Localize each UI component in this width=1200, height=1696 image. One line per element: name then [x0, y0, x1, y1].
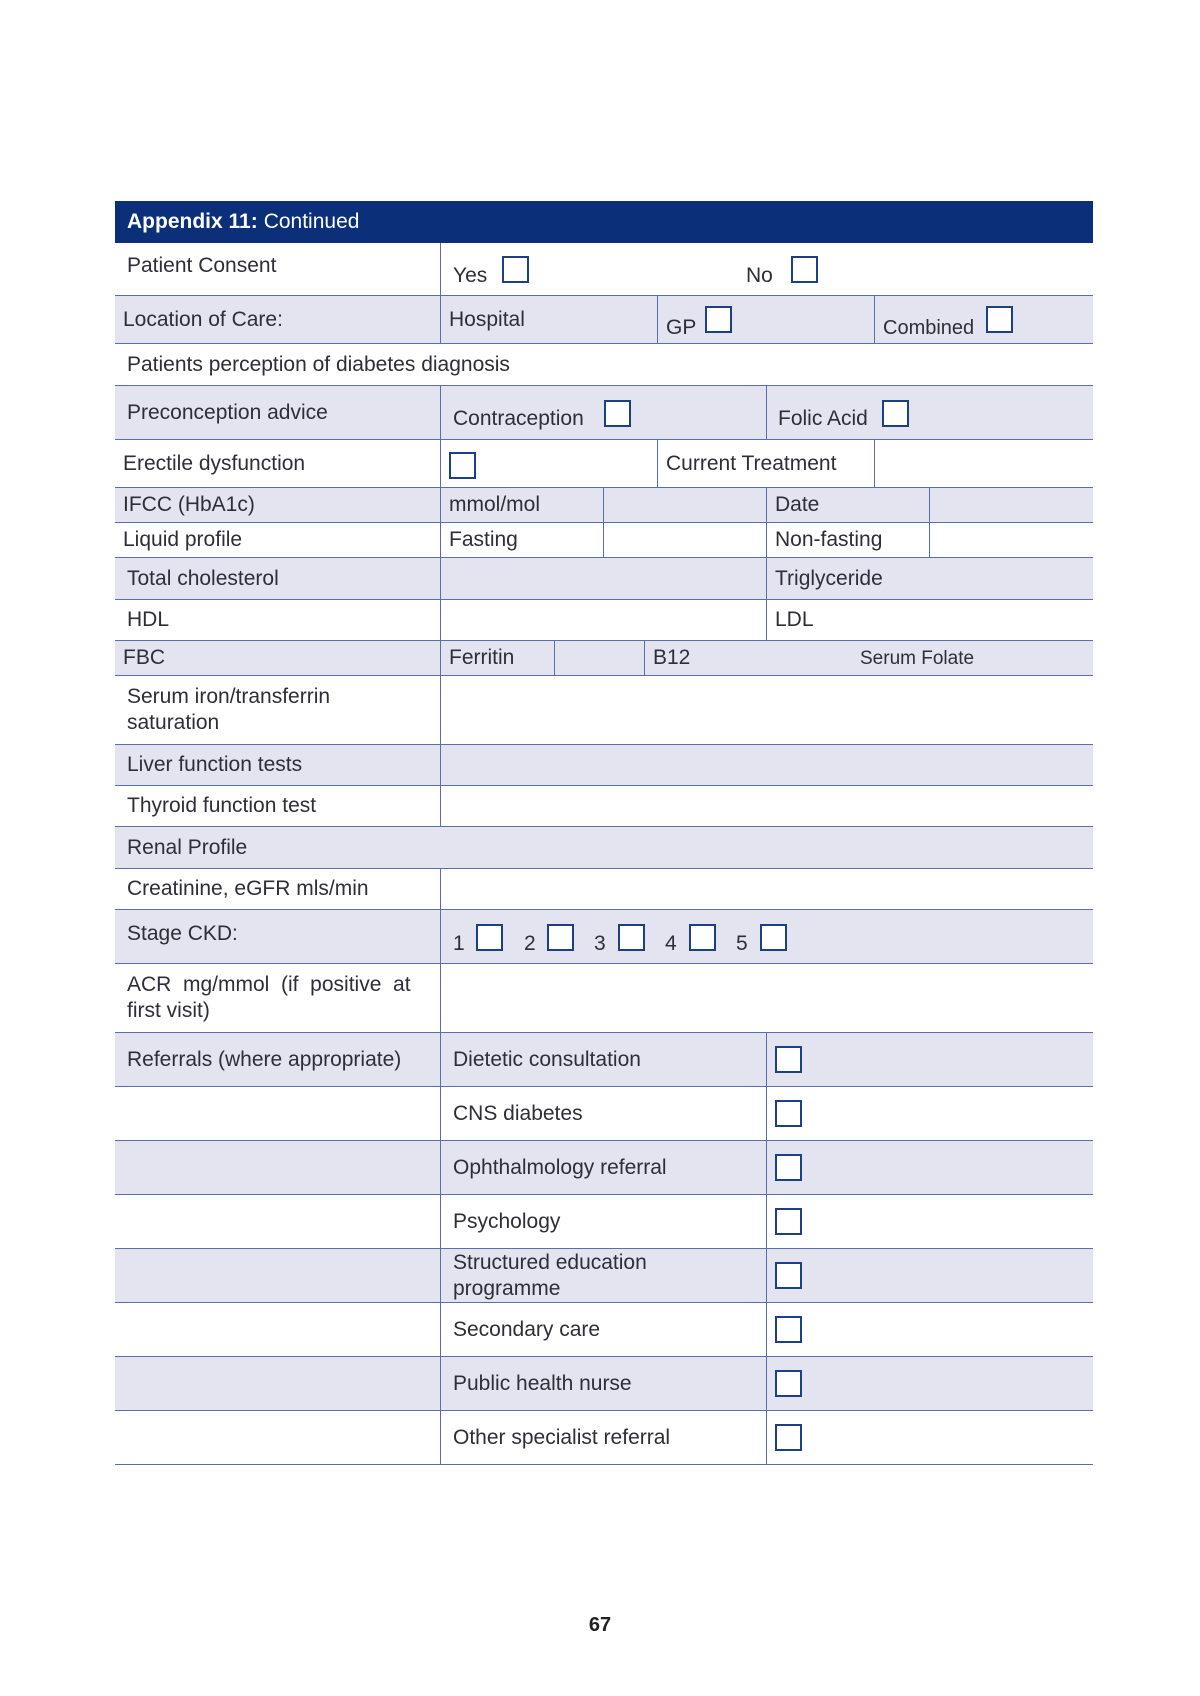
- serum-folate-label: Serum Folate: [860, 648, 975, 669]
- ckd-stage-2-checkbox[interactable]: [547, 924, 574, 951]
- consent-no-checkbox[interactable]: [791, 256, 818, 283]
- secondary-care-checkbox[interactable]: [775, 1316, 802, 1343]
- ifcc-date-label: Date: [775, 493, 820, 516]
- ifcc-value-field[interactable]: [603, 488, 766, 522]
- ckd-stage-2-label: 2: [524, 932, 536, 955]
- referral-item-label: Secondary care: [453, 1317, 601, 1341]
- row-referral: [115, 1195, 1093, 1249]
- row-renal-profile: [115, 827, 1093, 869]
- current-treatment-field[interactable]: [874, 440, 1093, 487]
- ckd-stage-3-label: 3: [594, 932, 606, 955]
- cholesterol-field[interactable]: [440, 558, 766, 599]
- serum-iron-field[interactable]: [440, 676, 1093, 744]
- row-referral: [115, 1249, 1093, 1303]
- row-liver-function: [115, 745, 1093, 786]
- creatinine-label: Creatinine, eGFR mls/min: [127, 877, 369, 900]
- referral-item-label: Ophthalmology referral: [453, 1155, 667, 1179]
- current-treatment-label: Current Treatment: [666, 451, 837, 475]
- ifcc-label: IFCC (HbA1c): [123, 493, 255, 516]
- renal-label: Renal Profile: [127, 835, 248, 859]
- row-perception: [115, 344, 1093, 386]
- row-total-cholesterol: [115, 558, 1093, 600]
- row-patient-consent: [115, 243, 1093, 296]
- row-preconception: [115, 386, 1093, 440]
- referral-item-label: CNS diabetes: [453, 1101, 583, 1125]
- ckd-stage-3-checkbox[interactable]: [618, 924, 645, 951]
- row-hdl: [115, 600, 1093, 641]
- cns-diabetes-checkbox[interactable]: [775, 1100, 802, 1127]
- thyroid-field[interactable]: [440, 786, 1093, 826]
- header-subtitle: Continued: [263, 210, 360, 233]
- referral-item-label: Structured education programme: [453, 1250, 647, 1300]
- fasting-field[interactable]: [603, 523, 766, 557]
- row-acr: [115, 964, 1093, 1033]
- ckd-stage-5-checkbox[interactable]: [760, 924, 787, 951]
- location-combined-checkbox[interactable]: [986, 306, 1013, 333]
- row-location-of-care: [115, 296, 1093, 344]
- dietetic-consultation-checkbox[interactable]: [775, 1046, 802, 1073]
- ifcc-date-field[interactable]: [929, 488, 1093, 522]
- form-header: [115, 201, 1093, 243]
- row-creatinine: [115, 869, 1093, 910]
- row-referral: [115, 1357, 1093, 1411]
- row-referral: [115, 1141, 1093, 1195]
- row-serum-iron: [115, 676, 1093, 745]
- psychology-checkbox[interactable]: [775, 1208, 802, 1235]
- ifcc-unit-label: mmol/mol: [449, 493, 541, 516]
- location-gp-label: GP: [666, 316, 697, 339]
- non-fasting-field[interactable]: [929, 523, 1093, 557]
- page-number: 67: [588, 1614, 612, 1636]
- consent-yes-label: Yes: [453, 264, 488, 287]
- fasting-label: Fasting: [449, 528, 518, 551]
- non-fasting-label: Non-fasting: [775, 528, 883, 551]
- b12-label: B12: [653, 646, 691, 669]
- ldl-label: LDL: [775, 608, 814, 631]
- perception-label: Patients perception of diabetes diagnosis: [127, 352, 510, 376]
- row-referral: [115, 1033, 1093, 1087]
- erectile-label: Erectile dysfunction: [123, 451, 306, 475]
- consent-no-label: No: [746, 264, 773, 287]
- ckd-stage-1-label: 1: [453, 932, 465, 955]
- ferritin-label: Ferritin: [449, 646, 515, 669]
- thyroid-label: Thyroid function test: [127, 794, 317, 817]
- triglyceride-label: Triglyceride: [775, 566, 883, 590]
- consent-yes-checkbox[interactable]: [502, 256, 529, 283]
- row-referral: [115, 1303, 1093, 1357]
- referral-item-label: Dietetic consultation: [453, 1047, 641, 1071]
- location-hospital-label: Hospital: [449, 307, 525, 331]
- hdl-field[interactable]: [440, 600, 766, 640]
- row-referral: [115, 1411, 1093, 1465]
- ckd-label: Stage CKD:: [127, 921, 238, 945]
- row-referral: [115, 1087, 1093, 1141]
- header-title: Appendix 11:: [127, 210, 258, 233]
- serum-iron-label-line1: Serum iron/transferrin: [127, 685, 331, 708]
- consent-label: Patient Consent: [127, 254, 277, 277]
- preconception-label: Preconception advice: [127, 400, 328, 424]
- cholesterol-label: Total cholesterol: [127, 566, 279, 590]
- location-label: Location of Care:: [123, 307, 283, 331]
- ckd-stage-5-label: 5: [736, 932, 748, 955]
- acr-label-line1: ACR mg/mmol (if positive at: [127, 973, 411, 996]
- erectile-checkbox[interactable]: [449, 452, 476, 479]
- referral-item-label: Public health nurse: [453, 1371, 632, 1395]
- referrals-label: Referrals (where appropriate): [127, 1047, 402, 1071]
- row-thyroid-function: [115, 786, 1093, 827]
- location-gp-checkbox[interactable]: [705, 306, 732, 333]
- structured-education-checkbox[interactable]: [775, 1262, 802, 1289]
- serum-iron-label-line2: saturation: [127, 711, 220, 734]
- folic-acid-checkbox[interactable]: [882, 400, 909, 427]
- ophthalmology-referral-checkbox[interactable]: [775, 1154, 802, 1181]
- referral-item-label: Other specialist referral: [453, 1425, 671, 1449]
- row-erectile-dysfunction: [115, 440, 1093, 488]
- folic-acid-label: Folic Acid: [778, 407, 868, 430]
- liver-field[interactable]: [440, 745, 1093, 785]
- liver-label: Liver function tests: [127, 753, 303, 776]
- row-lipid-profile: [115, 523, 1093, 558]
- hdl-label: HDL: [127, 608, 170, 631]
- lipid-label: Liquid profile: [123, 528, 243, 551]
- ckd-stage-4-checkbox[interactable]: [689, 924, 716, 951]
- row-ifcc: [115, 488, 1093, 523]
- row-stage-ckd: [115, 910, 1093, 964]
- referral-item-label: Psychology: [453, 1209, 561, 1233]
- location-combined-label: Combined: [883, 317, 975, 339]
- contraception-checkbox[interactable]: [604, 400, 631, 427]
- creatinine-field[interactable]: [440, 869, 1093, 909]
- public-health-nurse-checkbox[interactable]: [775, 1370, 802, 1397]
- ferritin-field[interactable]: [554, 641, 644, 675]
- row-fbc: [115, 641, 1093, 676]
- fbc-label: FBC: [123, 646, 165, 669]
- contraception-label: Contraception: [453, 407, 584, 430]
- acr-label-line2: first visit): [127, 999, 210, 1022]
- ckd-stage-4-label: 4: [665, 932, 677, 955]
- ckd-stage-1-checkbox[interactable]: [476, 924, 503, 951]
- acr-field[interactable]: [440, 964, 1093, 1032]
- other-specialist-checkbox[interactable]: [775, 1424, 802, 1451]
